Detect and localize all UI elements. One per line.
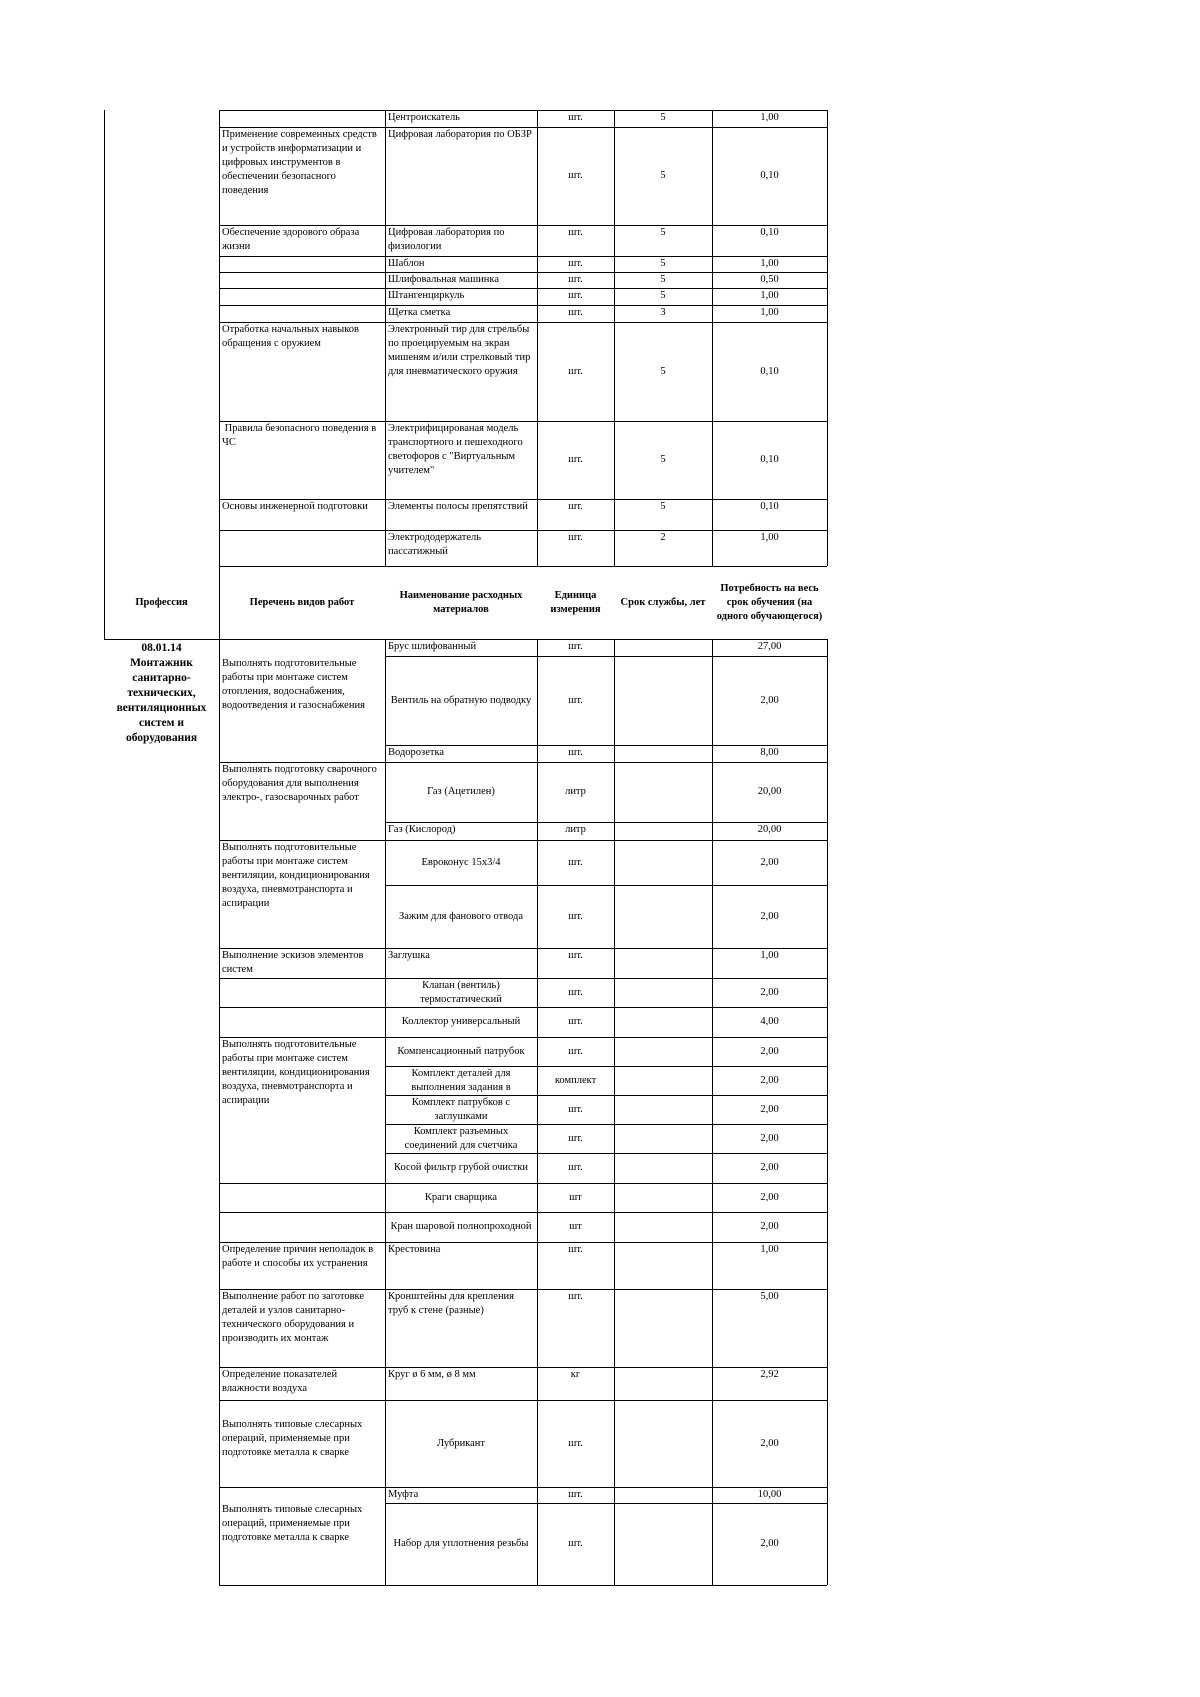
work-type-cell: Выполнение работ по заготовке деталей и узлов санитарно-технического оборудования и производить их монтаж (222, 1291, 367, 1344)
work-type-cell: Выполнять подготовительные работы при монтаже систем вентиляции, кондиционирования воздуха, пневмотранспорта и аспирации (222, 1039, 373, 1106)
norm-cell: 4,00 (760, 1016, 779, 1027)
norm-cell: 1,00 (760, 950, 779, 961)
norm-cell: 8,00 (760, 747, 779, 758)
unit-cell: шт. (568, 227, 583, 238)
material-name-cell: Компенсационный патрубок (397, 1045, 525, 1057)
service-life-cell (614, 978, 712, 1007)
service-life-cell (614, 1124, 712, 1153)
service-life-cell: 5 (660, 227, 666, 238)
profession-code: 08.01.14 (141, 642, 182, 654)
work-type-cell (219, 272, 385, 288)
norm-cell: 2,00 (760, 1221, 779, 1232)
unit-cell: шт. (568, 112, 583, 123)
norm-cell: 10,00 (757, 1489, 782, 1500)
unit-cell: шт. (568, 454, 583, 465)
service-life-cell (614, 745, 712, 762)
unit-cell: шт. (568, 170, 583, 181)
service-life-cell (614, 1289, 712, 1367)
work-type-cell: Правила безопасного поведения в ЧС (222, 423, 379, 448)
material-name-cell: Косой фильтр грубой очистки (393, 1162, 528, 1173)
work-type-cell: Выполнять подготовительные работы при монтаже систем отопления, водоснабжения, водоотведения и газоснабжения (222, 658, 365, 711)
row-divider (219, 1183, 385, 1184)
norm-cell: 20,00 (757, 824, 782, 835)
norm-cell: 5,00 (760, 1291, 779, 1302)
unit-cell: шт. (568, 910, 583, 922)
service-life-cell (614, 1487, 712, 1503)
header-unit: Единица измерения (550, 589, 601, 615)
unit-cell: шт. (568, 307, 583, 318)
work-type-cell (219, 305, 385, 322)
unit-cell: литр (565, 786, 586, 797)
row-divider (219, 978, 385, 979)
unit-cell: кг (570, 1369, 581, 1380)
unit-cell: шт. (568, 1437, 583, 1449)
work-type-cell: Основы инженерной подготовки (222, 501, 368, 512)
norm-cell: 1,00 (760, 532, 779, 543)
material-name-cell: Зажим для фанового отвода (398, 910, 524, 922)
material-name-cell: Шаблон (388, 258, 425, 269)
profession-cell (104, 640, 219, 780)
service-life-cell: 5 (660, 365, 666, 377)
work-type-cell: Определение показателей влажности воздуха (222, 1369, 340, 1394)
profession-name: Монтажник санитарно-технических, вентиляционных систем и оборудования (116, 657, 210, 744)
material-name-cell: Брус шлифованный (388, 641, 477, 652)
service-life-cell (614, 1037, 712, 1066)
service-life-cell (614, 639, 712, 656)
unit-cell: шт. (568, 501, 583, 512)
material-name-cell: Штангенциркуль (388, 290, 465, 301)
service-life-cell: 5 (660, 501, 666, 512)
material-name-cell: Кронштейны для крепления труб к стене (разные) (388, 1291, 517, 1316)
norm-cell: 0,50 (760, 274, 779, 285)
column-divider (827, 110, 828, 566)
material-name-cell: Вентиль на обратную подводку (390, 694, 532, 706)
service-life-cell (614, 1503, 712, 1585)
norm-cell: 20,00 (757, 786, 782, 797)
unit-cell: литр (565, 824, 586, 835)
material-name-cell: Элементы полосы препятствий (388, 501, 528, 512)
unit-cell: шт. (568, 365, 583, 377)
service-life-cell (614, 1212, 712, 1242)
norm-cell: 2,00 (760, 1538, 779, 1549)
unit-cell: шт. (568, 1045, 583, 1057)
row-divider (219, 1585, 385, 1586)
norm-cell: 1,00 (760, 1244, 779, 1255)
work-type-cell: Выполнение эскизов элементов систем (222, 950, 367, 975)
work-type-cell (219, 288, 385, 305)
work-type-cell: Применение современных средств и устройств информатизации и цифровых инструментов в обеспечении безопасного поведения (222, 129, 380, 196)
service-life-cell (614, 822, 712, 840)
service-life-cell: 5 (660, 290, 666, 301)
header-service-life: Срок службы, лет (620, 596, 706, 608)
unit-cell: шт. (568, 1291, 583, 1302)
norm-cell: 2,00 (760, 910, 779, 922)
material-name-cell: Газ (Ацетилен) (427, 786, 495, 797)
work-type-cell (219, 256, 385, 272)
unit-cell: шт. (568, 1538, 583, 1549)
service-life-cell (614, 1066, 712, 1095)
service-life-cell: 5 (660, 170, 666, 181)
work-type-cell (219, 110, 385, 127)
service-life-cell (614, 885, 712, 948)
material-name-cell: Евроконус 15х3/4 (421, 856, 501, 868)
row-divider (219, 1212, 385, 1213)
unit-cell: шт. (568, 258, 583, 269)
unit-cell: шт. (568, 950, 583, 961)
material-name-cell: Комплект деталей для выполнения задания в (411, 1067, 514, 1093)
norm-cell: 2,00 (760, 1074, 779, 1086)
norm-cell: 2,00 (760, 856, 779, 868)
norm-cell: 2,00 (760, 1191, 779, 1203)
material-name-cell: Муфта (388, 1489, 419, 1500)
unit-cell: шт. (568, 1103, 583, 1115)
material-name-cell: Коллектор универсальный (401, 1016, 521, 1027)
unit-cell: шт. (568, 1132, 583, 1144)
header-norm: Потребность на весь срок обучения (на одного обучающегося) (716, 582, 823, 622)
service-life-cell (614, 1095, 712, 1124)
service-life-cell (614, 1367, 712, 1400)
material-name-cell: Заглушка (388, 950, 430, 961)
material-name-cell: Набор для уплотнения резьбы (393, 1538, 529, 1549)
material-name-cell: Шлифовальная машинка (388, 274, 499, 285)
column-divider (827, 639, 828, 1585)
material-name-cell: Центроискатель (388, 112, 460, 123)
service-life-cell: 5 (660, 258, 666, 269)
service-life-cell: 2 (660, 532, 666, 543)
unit-cell: шт. (568, 1016, 583, 1027)
material-name-cell: Комплект патрубков с заглушками (411, 1096, 513, 1122)
unit-cell: шт. (568, 986, 583, 998)
service-life-cell: 5 (660, 112, 666, 123)
material-name-cell: Щетка сметка (388, 307, 451, 318)
norm-cell: 1,00 (760, 258, 779, 269)
norm-cell: 0,10 (760, 365, 779, 377)
unit-cell: шт. (568, 290, 583, 301)
work-type-cell: Выполнять типовые слесарных операций, применяемые при подготовке металла к сварке (222, 1504, 365, 1543)
norm-cell: 1,00 (760, 112, 779, 123)
material-name-cell: Краги сварщика (424, 1191, 498, 1203)
material-name-cell: Электрододержатель пассатижный (388, 532, 484, 557)
work-type-cell: Выполнять подготовку сварочного оборудования для выполнения электро-, газосварочных работ (222, 764, 380, 803)
norm-cell: 0,10 (760, 227, 779, 238)
norm-cell: 0,10 (760, 454, 779, 465)
material-name-cell: Электрифицированая модель транспортного и пешеходного светофоров с "Виртуальным учителем" (388, 423, 526, 476)
norm-cell: 0,10 (760, 170, 779, 181)
unit-cell: шт. (568, 694, 583, 706)
material-name-cell: Круг ø 6 мм, ø 8 мм (388, 1369, 476, 1380)
work-type-cell: Выполнять типовые слесарных операций, применяемые при подготовке металла к сварке (222, 1419, 365, 1458)
material-name-cell: Цифровая лаборатория по ОБЗР (388, 129, 532, 140)
column-divider (104, 110, 105, 639)
norm-cell: 1,00 (760, 307, 779, 318)
unit-cell: шт (569, 1221, 582, 1232)
row-divider (385, 1585, 827, 1586)
norm-cell: 2,00 (760, 1045, 779, 1057)
material-name-cell: Цифровая лаборатория по физиологии (388, 227, 508, 252)
work-type-cell: Определение причин неполадок в работе и способы их устранения (222, 1244, 376, 1269)
unit-cell: шт. (568, 1489, 583, 1500)
unit-cell: шт (569, 1191, 582, 1203)
material-name-cell: Крестовина (388, 1244, 441, 1255)
unit-cell: шт. (568, 1244, 583, 1255)
service-life-cell (614, 948, 712, 978)
norm-cell: 2,00 (760, 1437, 779, 1449)
service-life-cell: 3 (660, 307, 666, 318)
service-life-cell (614, 840, 712, 885)
unit-cell: комплект (554, 1074, 597, 1086)
unit-cell: шт. (568, 274, 583, 285)
service-life-cell (614, 1183, 712, 1212)
material-name-cell: Водорозетка (388, 747, 445, 758)
material-name-cell: Электронный тир для стрельбы по проецируемым на экран мишеням и/или стрелковый тир для пневматического оружия (388, 324, 534, 377)
norm-cell: 2,00 (760, 694, 779, 706)
unit-cell: шт. (568, 641, 583, 652)
service-life-cell (614, 656, 712, 745)
norm-cell: 2,00 (760, 1132, 779, 1144)
work-type-cell: Отработка начальных навыков обращения с оружием (222, 324, 362, 349)
service-life-cell: 5 (660, 454, 666, 465)
service-life-cell (614, 1400, 712, 1487)
material-name-cell: Клапан (вентиль) термостатический (420, 979, 503, 1005)
material-name-cell: Кран шаровой полнопроходной (390, 1221, 532, 1232)
service-life-cell (614, 1242, 712, 1289)
service-life-cell (614, 1007, 712, 1037)
material-name-cell: Лубрикант (437, 1437, 485, 1449)
row-divider (219, 1007, 385, 1008)
norm-cell: 27,00 (757, 641, 782, 652)
work-type-cell: Обеспечение здорового образа жизни (222, 227, 362, 252)
work-type-cell (219, 530, 385, 566)
norm-cell: 0,10 (760, 501, 779, 512)
material-name-cell: Газ (Кислород) (388, 824, 456, 835)
unit-cell: шт. (568, 532, 583, 543)
service-life-cell (614, 762, 712, 822)
header-material: Наименование расходных материалов (399, 589, 526, 615)
service-life-cell (614, 1153, 712, 1183)
unit-cell: шт. (568, 1162, 583, 1173)
service-life-cell: 5 (660, 274, 666, 285)
work-type-cell: Выполнять подготовительные работы при монтаже систем вентиляции, кондиционирования воздуха, пневмотранспорта и аспирации (222, 842, 373, 909)
norm-cell: 2,00 (760, 1162, 779, 1173)
header-works: Перечень видов работ (249, 596, 355, 608)
unit-cell: шт. (568, 856, 583, 868)
norm-cell: 2,00 (760, 986, 779, 998)
norm-cell: 2,92 (760, 1369, 779, 1380)
header-profession: Профессия (135, 596, 188, 608)
material-name-cell: Комплект разъемных соединений для счетчика (404, 1125, 518, 1151)
norm-cell: 1,00 (760, 290, 779, 301)
norm-cell: 2,00 (760, 1103, 779, 1115)
unit-cell: шт. (568, 747, 583, 758)
